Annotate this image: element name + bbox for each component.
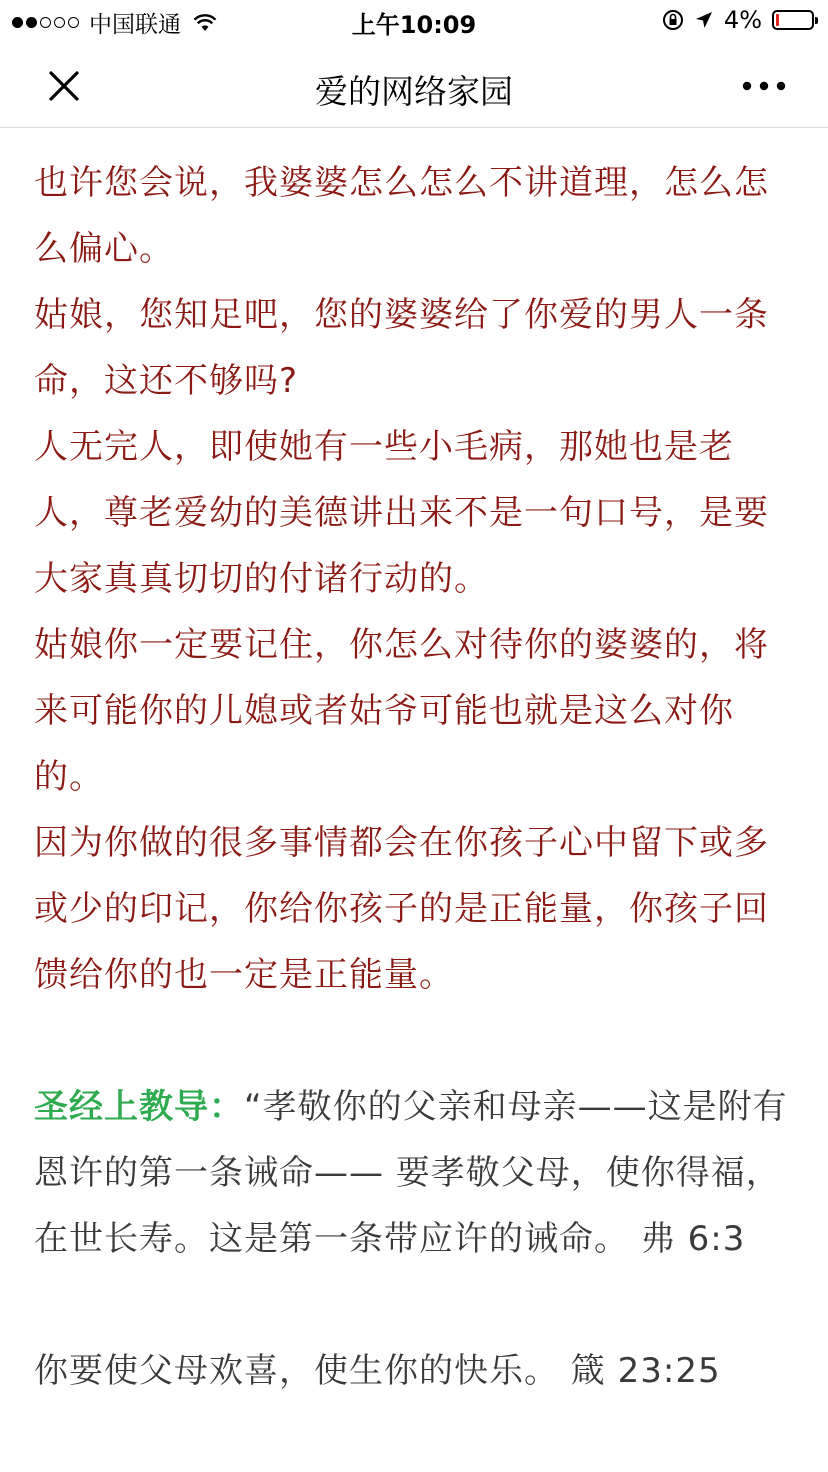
scripture-text: “孝敬你的父亲和母亲——这是附有恩许的第一条诫命—— 要孝敬父母，使你得福，在世长寿。这是第一条带应许的诫命。 弗 6:3 [34, 1087, 788, 1259]
battery-level [776, 14, 779, 26]
article-paragraph: 人无完人，即使她有一些小毛病，那她也是老人，尊老爱幼的美德讲出来不是一句口号，是要大家真真切切的付诸行动的。 [34, 427, 769, 599]
more-button[interactable] [736, 62, 792, 110]
proverb-paragraph: 你要使父母欢喜，使生你的快乐。 箴 23:25 [34, 1351, 721, 1391]
scripture-paragraph [34, 1074, 794, 1272]
page-title: 爱的网络家园 [315, 72, 513, 111]
article-paragraph: 姑娘你一定要记住，你怎么对待你的婆婆的，将来可能你的儿媳或者姑爷可能也就是这么对你的。 [34, 625, 769, 797]
status-right [662, 6, 814, 34]
status-time: 上午10:09 [351, 11, 477, 39]
battery-icon [772, 10, 814, 30]
nav-bar [0, 40, 828, 128]
more-icon [742, 81, 786, 91]
paragraph-spacer [34, 1272, 794, 1338]
location-arrow-icon [694, 10, 714, 30]
article-body [34, 150, 794, 1404]
scripture-lead: 圣经上教导： [34, 1087, 244, 1127]
status-bar [0, 0, 828, 40]
paragraph-spacer [34, 1008, 794, 1074]
carrier-name: 中国联通 [89, 12, 181, 38]
article-paragraph: 也许您会说，我婆婆怎么怎么不讲道理，怎么怎么偏心。 [34, 163, 769, 269]
battery-percent: 4% [723, 6, 762, 34]
article-paragraph: 因为你做的很多事情都会在你孩子心中留下或多或少的印记，你给你孩子的是正能量，你孩子回馈给你的也一定是正能量。 [34, 823, 769, 995]
article-paragraph: 姑娘，您知足吧，您的婆婆给了你爱的男人一条命，这还不够吗? [34, 295, 769, 401]
orientation-lock-icon [662, 9, 684, 31]
